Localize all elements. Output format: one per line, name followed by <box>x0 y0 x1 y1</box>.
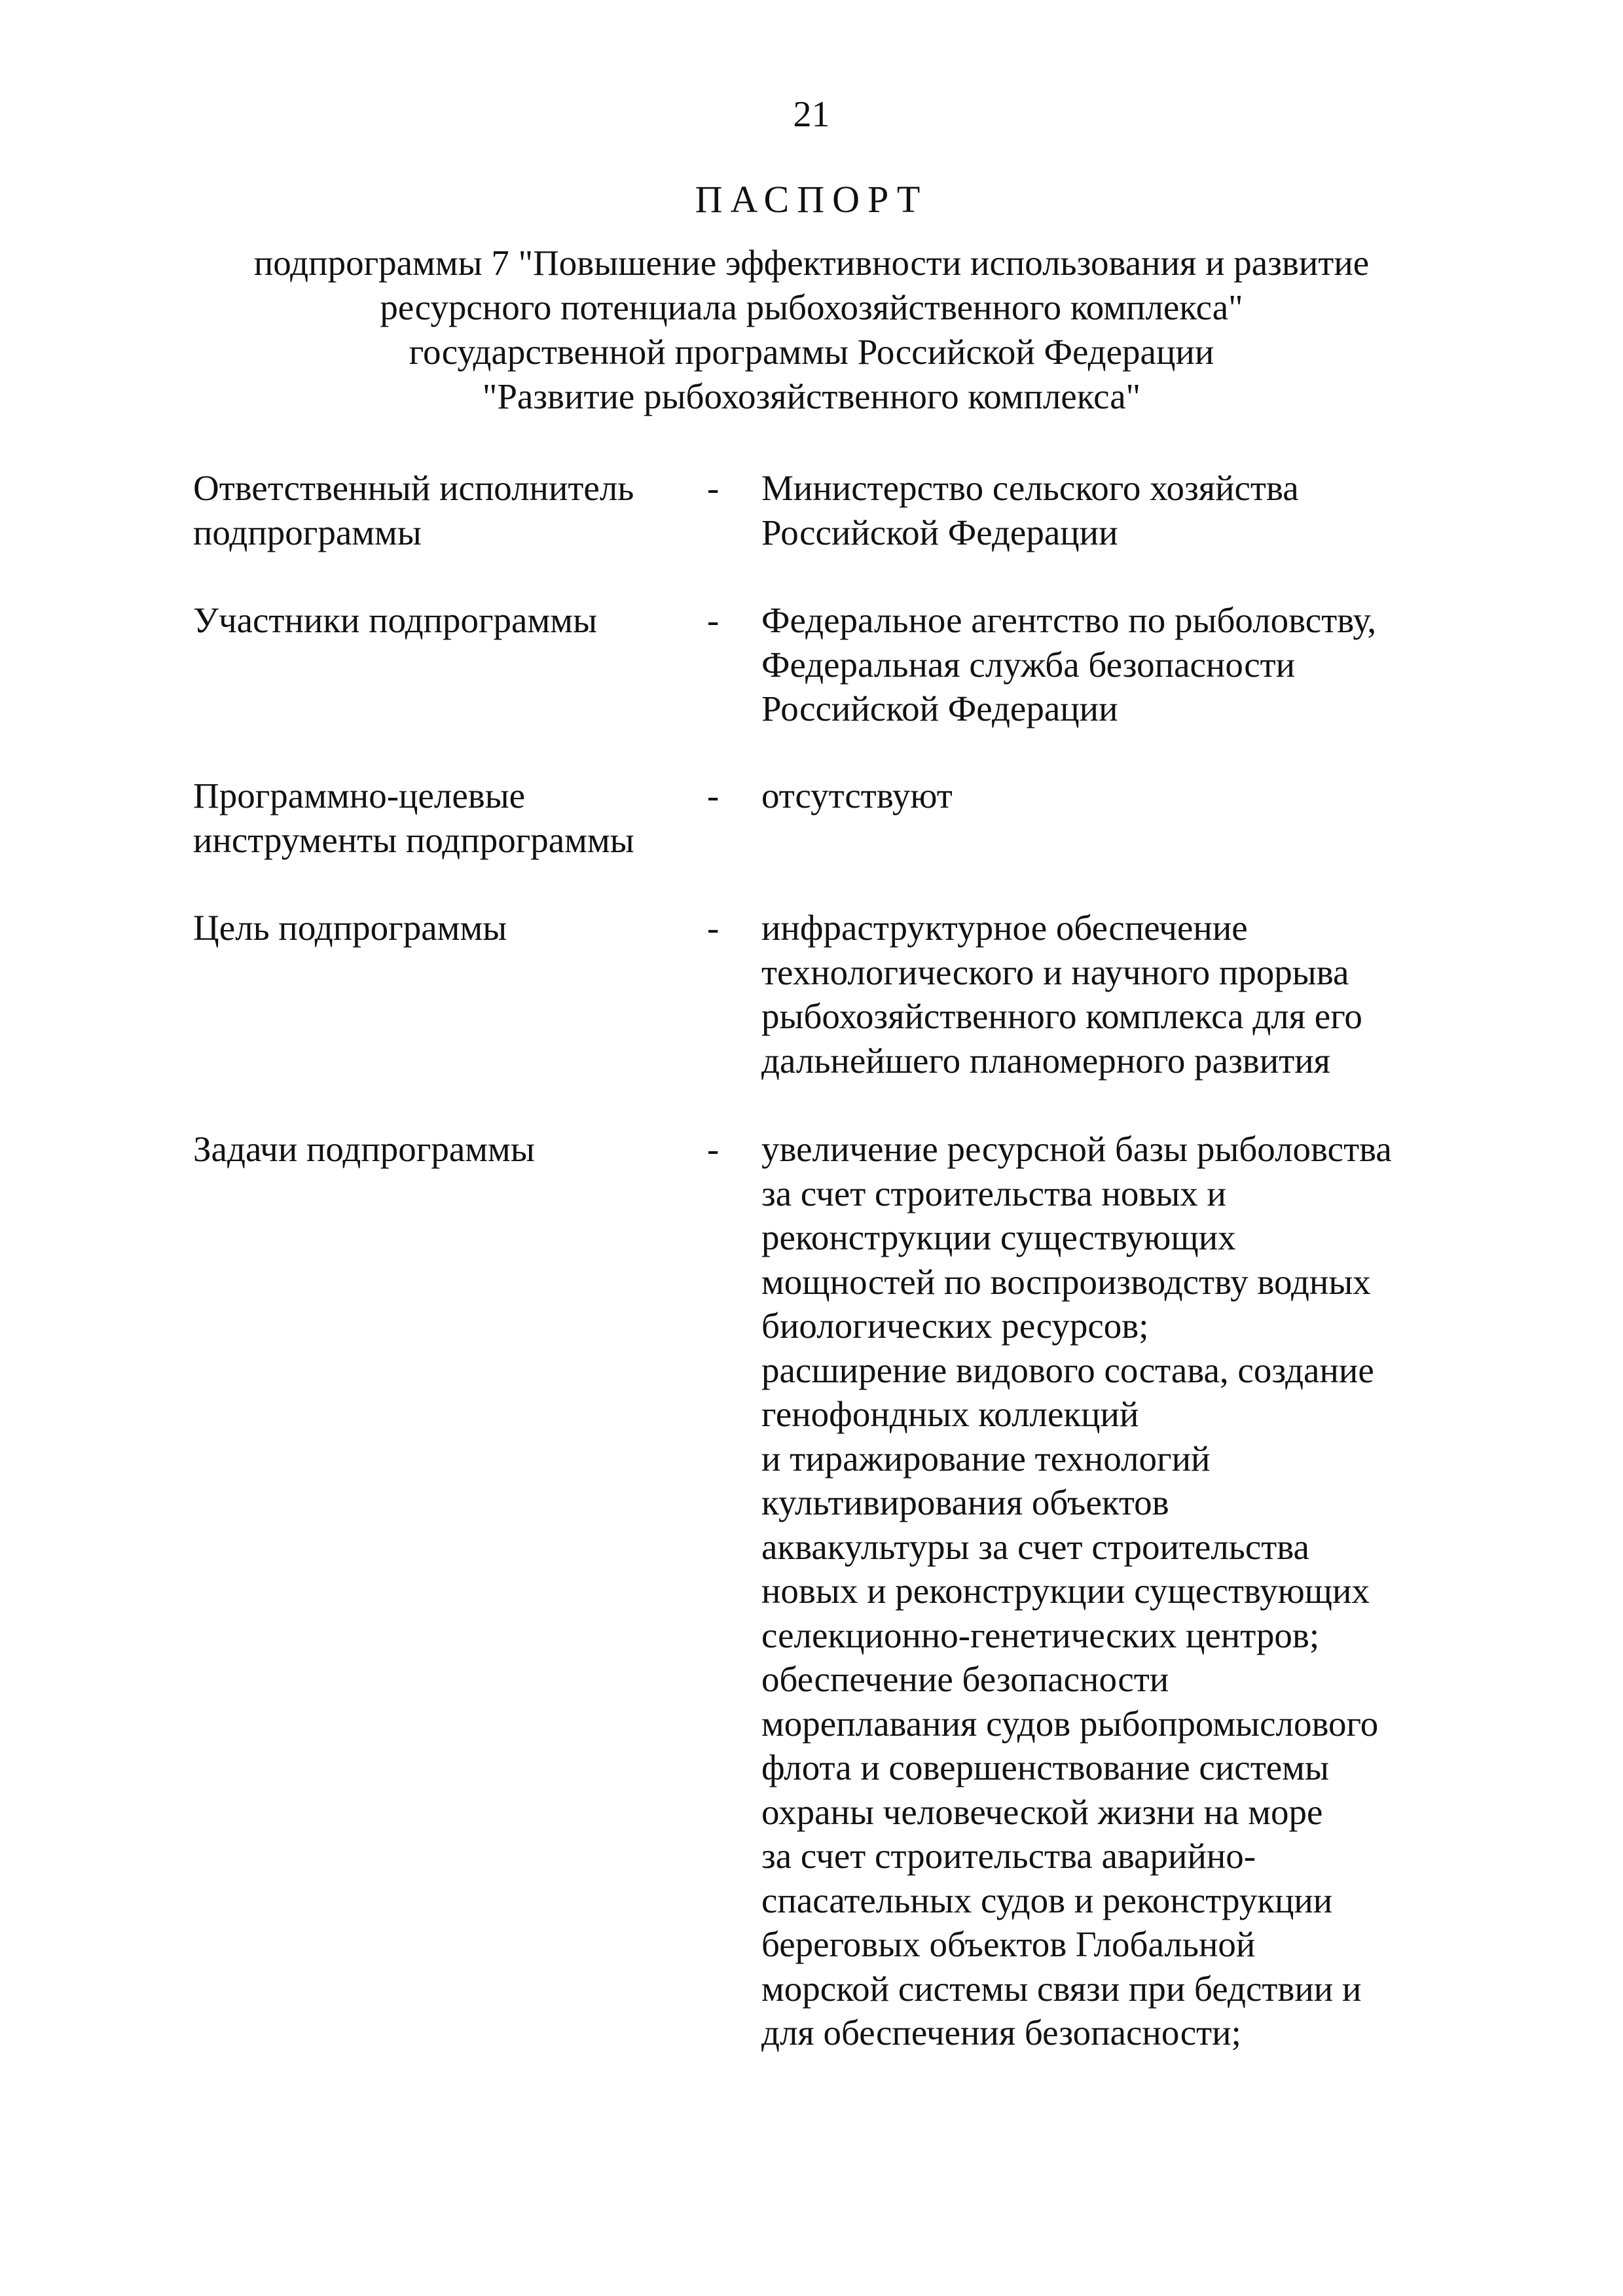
row-value <box>761 906 1455 1083</box>
row-value-line: мощностей по воспроизводству водных <box>761 1261 1371 1302</box>
row-value-line: охраны человеческой жизни на море <box>761 1791 1323 1832</box>
row-value-line: за счет строительства новых и <box>761 1173 1226 1213</box>
row-label <box>193 466 691 554</box>
row-value-line: реконструкции существующих <box>761 1217 1236 1257</box>
row-value-line: увеличение ресурсной базы рыболовства <box>761 1129 1392 1169</box>
document-title: ПАСПОРТ <box>695 178 928 221</box>
row-label-line: Программно-целевые <box>193 776 526 816</box>
row-dash: - <box>707 600 720 640</box>
row-value-line: аквакультуры за счет строительства <box>761 1526 1309 1567</box>
row-value-line: мореплавания судов рыбопромыслового <box>761 1703 1379 1744</box>
subtitle-line: государственной программы Российской Федерации <box>409 332 1214 372</box>
subtitle-line: подпрограммы 7 "Повышение эффективности использования и развитие <box>253 243 1370 283</box>
row-value-line: спасательных судов и реконструкции <box>761 1880 1333 1920</box>
row-value-line: Министерство сельского хозяйства <box>761 468 1299 508</box>
row-label <box>193 906 691 950</box>
row-value-line: новых и реконструкции существующих <box>761 1571 1370 1611</box>
row-value <box>761 774 1455 818</box>
row-value <box>761 1127 1455 2055</box>
row-value-line: Федеральная служба безопасности <box>761 644 1296 685</box>
row-value-line: за счет строительства аварийно- <box>761 1836 1256 1876</box>
row-dash: - <box>707 776 720 816</box>
row-dash: - <box>707 908 720 948</box>
row-value-line: инфраструктурное обеспечение <box>761 908 1248 948</box>
subtitle-line: "Развитие рыбохозяйственного комплекса" <box>482 376 1141 416</box>
row-value-line: дальнейшего планомерного развития <box>761 1040 1330 1081</box>
row-value-line: технологического и научного прорыва <box>761 952 1349 992</box>
row-value <box>761 598 1455 731</box>
row-value-line: морской системы связи при бедствии и <box>761 1968 1362 2009</box>
row-label <box>193 1127 691 1172</box>
row-value-line: генофондных коллекций <box>761 1394 1139 1434</box>
row-label-line: Ответственный исполнитель <box>193 468 634 508</box>
row-label <box>193 598 691 643</box>
row-label-line: Задачи подпрограммы <box>193 1129 535 1169</box>
row-value-line: флота и совершенствование системы <box>761 1748 1329 1787</box>
row-value-line: Российской Федерации <box>761 512 1118 552</box>
row-value-line: и тиражирование технологий <box>761 1438 1211 1479</box>
row-label-line: подпрограммы <box>193 512 422 552</box>
document-subtitle <box>0 241 1623 419</box>
row-value-line: расширение видового состава, создание <box>761 1350 1374 1390</box>
row-value-line: культивирования объектов <box>761 1482 1169 1522</box>
row-label-line: Цель подпрограммы <box>193 908 507 948</box>
row-value-line: биологических ресурсов; <box>761 1306 1149 1346</box>
row-value-line: обеспечение безопасности <box>761 1659 1169 1699</box>
subtitle-line: ресурсного потенциала рыбохозяйственного комплекса" <box>380 287 1243 327</box>
row-value-line: отсутствуют <box>761 776 953 816</box>
row-value-line: Российской Федерации <box>761 689 1118 728</box>
row-value-line: селекционно-генетических центров; <box>761 1615 1320 1655</box>
row-value <box>761 466 1455 554</box>
row-value-line: Федеральное агентство по рыболовству, <box>761 600 1377 640</box>
row-value-line: для обеспечения безопасности; <box>761 2013 1241 2053</box>
row-dash: - <box>707 468 720 508</box>
row-value-line: береговых объектов Глобальной <box>761 1924 1256 1964</box>
row-value-line: рыбохозяйственного комплекса для его <box>761 996 1362 1036</box>
row-dash: - <box>707 1129 720 1169</box>
row-label <box>193 774 691 862</box>
page-number: 21 <box>793 94 830 135</box>
row-label-line: Участники подпрограммы <box>193 600 598 640</box>
row-label-line: инструменты подпрограммы <box>193 819 634 860</box>
